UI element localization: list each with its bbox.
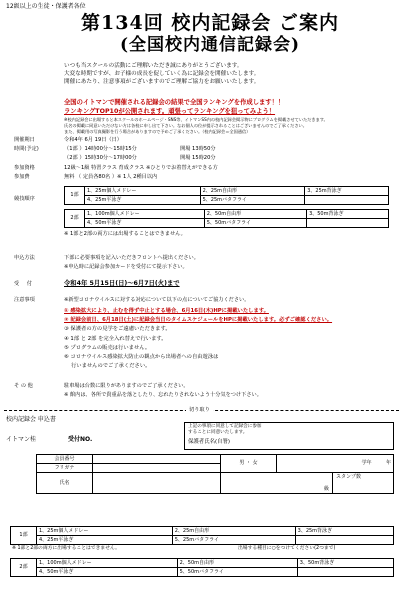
guardian-label: 保護者氏名(自署) bbox=[188, 439, 230, 445]
fee-value: 無料 （ 定員各80名 ）※ 1人 2種目以内 bbox=[64, 174, 158, 180]
consent-text-1: 上記の事項に同意して記録会に参加 bbox=[188, 424, 262, 429]
page-title: 第134回 校内記録会 ご案内 bbox=[81, 12, 339, 34]
school-label: イトマン桂 bbox=[6, 436, 37, 443]
other-text-1: 駐車場は台数に限りがありますのでご了承ください。 bbox=[64, 383, 189, 389]
form-event-cell[interactable]: 3、25m背泳ぎ bbox=[295, 527, 393, 536]
notes-intro: ※新型コロナウイルスに対する対応について以下の点についてご協力ください。 bbox=[64, 297, 250, 303]
event-cell: 5、25mバタフライ bbox=[200, 196, 305, 205]
furigana-field[interactable] bbox=[93, 464, 221, 473]
form-part2-label: 2部 bbox=[11, 559, 37, 577]
date-label: 開催期日 bbox=[14, 137, 35, 143]
consent-text-2: することに同意いたします。 bbox=[188, 430, 248, 435]
form-event-cell[interactable]: 4、25m平泳ぎ bbox=[37, 536, 173, 545]
part2-open: 開場 15時20分 bbox=[180, 155, 216, 161]
member-number-field[interactable] bbox=[93, 455, 221, 464]
reception-label: 受付NO. bbox=[68, 436, 93, 443]
event-cell: 4、50m平泳ぎ bbox=[85, 219, 205, 228]
part2-time: （2部 ）15時30分～17時00分 bbox=[64, 155, 137, 161]
qualification-label: 参加資格 bbox=[14, 165, 35, 171]
part1-open: 開場 13時50分 bbox=[180, 146, 216, 152]
form-note-2: 出場する種目に○をつけてください(2つまで) bbox=[238, 546, 336, 551]
form-part1-label: 1部 bbox=[11, 527, 37, 545]
form-event-cell[interactable]: 5、25mバタフライ bbox=[172, 536, 295, 545]
events-part2-table bbox=[64, 209, 389, 228]
form-event-cell[interactable]: 5、50mバタフライ bbox=[177, 568, 297, 577]
event-cell: 2、25m自由形 bbox=[200, 187, 305, 196]
member-info-table bbox=[36, 454, 394, 494]
form-event-cell[interactable]: 2、50m自由形 bbox=[177, 559, 297, 568]
event-cell: 4、25m平泳ぎ bbox=[85, 196, 201, 205]
cut-label: 切り取り bbox=[186, 407, 213, 414]
notes-list: ① 感染拡大により、止むを得ず中止とする場合、6月16日(木)HPに掲載いたします。 ② 記録会前日、6月18日(土)に記録会当日のタイムスケジュールをHPに掲載いたします。必ずご確認ください。 ③ 保護者の方の見学をご遠慮いただきます。 ④ 1部 と 2部 を完全入れ替えで行います。 ⑤ プログラムの販売は行いません。 ⑥ コロナウイルス感染拡大防止の観点から出場者への自由遊泳は 行いませんのでご了承ください。 bbox=[64, 308, 333, 370]
form-event-cell[interactable]: 4、50m平泳ぎ bbox=[37, 568, 178, 577]
event-cell: 1、100m個人メドレー bbox=[85, 210, 205, 219]
class-field[interactable]: 級 bbox=[221, 473, 333, 493]
form-event-cell[interactable] bbox=[295, 536, 393, 545]
events-part1-table bbox=[64, 186, 389, 205]
event-cell bbox=[307, 219, 389, 228]
time-label: 時間(予定) bbox=[14, 146, 39, 152]
fee-label: 参加費 bbox=[14, 174, 30, 180]
method-label: 申込方法 bbox=[14, 255, 35, 261]
audience-line: 12級以上の生徒・保護者各位 bbox=[6, 3, 86, 10]
other-text-2: ※ 館内は、各所で貴重品を落としたり、忘れたりされないよう十分気をつけ下さい。 bbox=[64, 392, 262, 398]
method-text: 下部に必要事項を記入いただきフロントへ提出ください。 bbox=[64, 255, 199, 261]
publication-notice: ※校内記録会に出場すると本スクールのホームページ・SNS等、イトマンSS内の校内記録会掲示物にプログラムを掲載させていただきます。 氏名の掲載に同意いただけない方は各校に申し出て下さい。なお個人の位が提示されることはございませんのでご了承ください。 また、掲載用の写真撮影を行う場合がありますので予めご了承ください。（校内記録会＝全国通信） bbox=[64, 117, 328, 134]
events-note: ※ 1部と2部の両方には出場することはできません。 bbox=[64, 231, 186, 237]
period-value: 令和4年 5月15日(日)～6月7日(火)まで bbox=[64, 280, 180, 287]
event-cell: 3、25m背泳ぎ bbox=[305, 187, 389, 196]
event-cell: 1、25m個人メドレー bbox=[85, 187, 201, 196]
intro-text: いつも当スクールの活動にご理解いただき誠にありがとうございます。 大変な時期ですが、お子様の成長を促していく為に記録会を開催いたします。 開催にあたり、注意事項がございますのでご理解ご協力をお願いいたします。 bbox=[64, 63, 260, 86]
name-field[interactable] bbox=[93, 473, 221, 494]
page-subtitle: (全国校内通信記録会) bbox=[119, 35, 301, 55]
ranking-notice: 全国のイトマンで開催される記録会の結果で全国ランキングを作成します！！ ランキングTOP10が公開されます。頑張ってランキングを狙ってみよう！ bbox=[64, 99, 285, 115]
order-label: 競技順序 bbox=[14, 196, 35, 202]
form-event-cell[interactable]: 3、50m背泳ぎ bbox=[297, 559, 393, 568]
form-event-cell[interactable]: 2、25m自由形 bbox=[172, 527, 295, 536]
other-label: そ の 他 bbox=[14, 383, 33, 389]
event-cell: 3、50m背泳ぎ bbox=[307, 210, 389, 219]
form-note: ※ 1部と2部の両方に出場することはできません。 bbox=[12, 546, 120, 551]
part2-label: 2部 bbox=[65, 210, 85, 228]
date-value: 令和4年 6月 19日（日） bbox=[64, 137, 122, 143]
qualification-value: 12級～1級 特習クラス 育成クラス ※ひとりでお着替えができる方 bbox=[64, 165, 218, 171]
part1-time: （1部 ）14時00分～15時15分 bbox=[64, 146, 137, 152]
form-part2-table bbox=[10, 558, 394, 577]
furigana-label: フリガナ bbox=[37, 464, 93, 473]
period-label: 受 付 bbox=[14, 281, 36, 287]
form-event-cell[interactable] bbox=[297, 568, 393, 577]
method-note: ※申込時に記録会参加カードを受付にて提示下さい。 bbox=[64, 264, 188, 270]
form-title: 校内記録会 申込書 bbox=[6, 416, 56, 423]
form-event-cell[interactable]: 1、100m個人メドレー bbox=[37, 559, 178, 568]
gender-label: 男 ・ 女 bbox=[221, 455, 277, 473]
notes-label: 注意事項 bbox=[14, 297, 35, 303]
name-label: 氏名 bbox=[37, 473, 93, 494]
form-part1-table bbox=[10, 526, 394, 545]
form-event-cell[interactable]: 1、25m個人メドレー bbox=[37, 527, 173, 536]
member-number-label: 会員番号 bbox=[37, 455, 93, 464]
event-cell: 5、50mバタフライ bbox=[204, 219, 306, 228]
grade-field[interactable]: 学年 年 bbox=[277, 455, 394, 473]
event-cell: 2、50m自由形 bbox=[204, 210, 306, 219]
event-cell bbox=[305, 196, 389, 205]
stamp-field[interactable]: スタンプ数 bbox=[336, 474, 362, 480]
class-stamp-cell bbox=[221, 473, 394, 494]
part1-label: 1部 bbox=[65, 187, 85, 205]
